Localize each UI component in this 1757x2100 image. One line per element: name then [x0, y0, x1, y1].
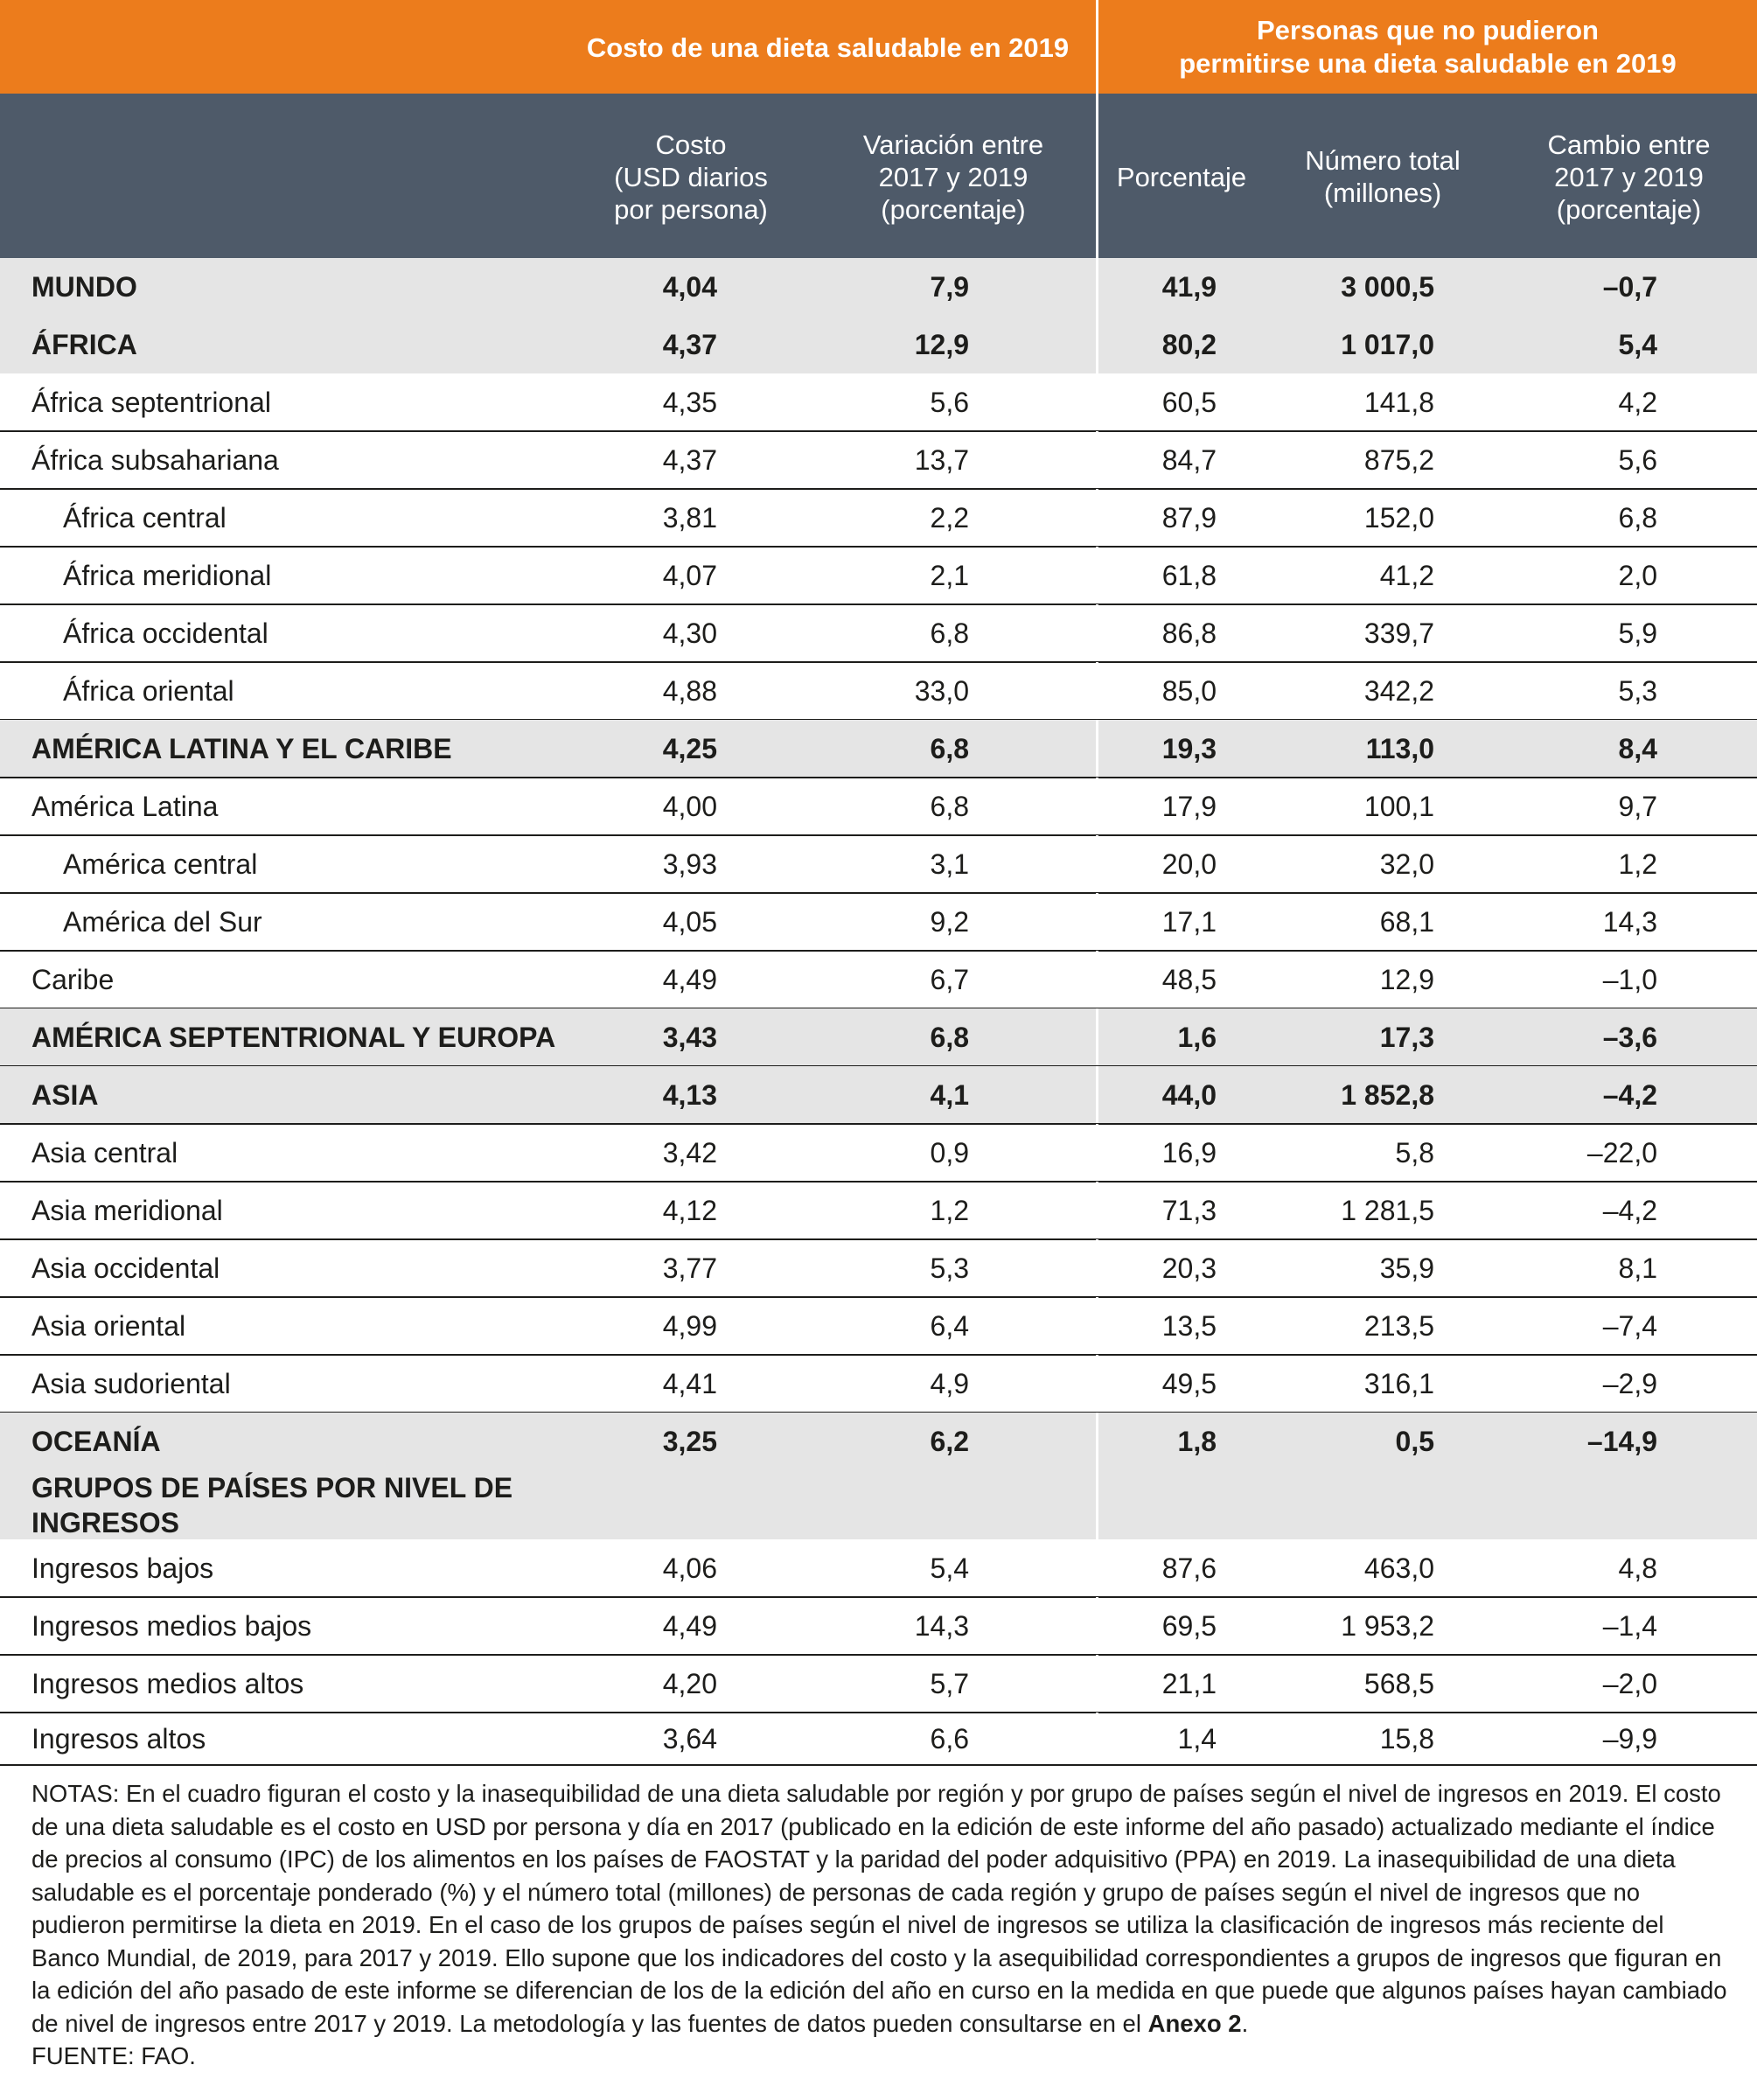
- cell-change: –2,9: [1602, 1368, 1657, 1399]
- cell-total: 316,1: [1363, 1368, 1434, 1399]
- notes-end: .: [1241, 2009, 1249, 2037]
- cell-total: 463,0: [1363, 1552, 1434, 1584]
- column-divider: [1096, 373, 1098, 431]
- cell-change: 4,8: [1618, 1552, 1657, 1584]
- cell-percentage: 87,6: [1161, 1552, 1217, 1584]
- table-row: [0, 1066, 1757, 1124]
- cell-change: 9,7: [1618, 791, 1657, 822]
- source-text: FUENTE: FAO.: [31, 2042, 196, 2069]
- cell-variation: 3,1: [930, 848, 969, 880]
- cell-change: 8,1: [1618, 1252, 1657, 1284]
- cell-variation: 14,3: [914, 1610, 969, 1642]
- column-divider: [1096, 547, 1098, 604]
- column-header-cost: Costo (USD diarios por persona): [614, 129, 768, 225]
- row-label: Ingresos bajos: [31, 1552, 214, 1584]
- cell-change: 2,0: [1618, 560, 1657, 591]
- cell-cost: 4,88: [662, 675, 717, 707]
- table-row: [0, 1182, 1757, 1239]
- column-divider: [1096, 1182, 1098, 1239]
- cell-percentage: 69,5: [1161, 1610, 1217, 1642]
- cell-change: –1,4: [1602, 1610, 1657, 1642]
- cell-total: 15,8: [1379, 1723, 1434, 1755]
- cell-cost: 4,49: [662, 1610, 717, 1642]
- cell-cost: 3,64: [662, 1723, 717, 1755]
- cell-total: 213,5: [1363, 1310, 1434, 1342]
- cell-variation: 5,7: [930, 1668, 969, 1699]
- cell-change: 5,9: [1618, 617, 1657, 649]
- cell-cost: 3,81: [662, 502, 717, 534]
- column-divider: [1096, 1539, 1098, 1597]
- cell-change: –4,2: [1602, 1195, 1657, 1226]
- cell-variation: 12,9: [914, 329, 969, 360]
- row-label: América central: [63, 848, 258, 880]
- cell-total: 141,8: [1363, 387, 1434, 418]
- cell-percentage: 1,8: [1177, 1426, 1217, 1457]
- cell-variation: 2,1: [930, 560, 969, 591]
- column-divider: [1096, 1239, 1098, 1297]
- cell-variation: 4,9: [930, 1368, 969, 1399]
- cell-total: 12,9: [1379, 964, 1434, 995]
- column-divider: [1096, 778, 1098, 835]
- table-row: [0, 1239, 1757, 1297]
- table-row: [0, 951, 1757, 1008]
- group-header-people: Personas que no pudieron permitirse una dieta saludable en 2019: [1179, 15, 1677, 79]
- cell-cost: 4,35: [662, 387, 717, 418]
- column-divider: [1096, 835, 1098, 893]
- cell-change: –0,7: [1602, 271, 1657, 303]
- row-label: Asia oriental: [31, 1310, 186, 1342]
- cell-variation: 6,8: [930, 1022, 969, 1053]
- cell-percentage: 85,0: [1161, 675, 1217, 707]
- cell-cost: 3,43: [662, 1022, 717, 1053]
- cell-change: –7,4: [1602, 1310, 1657, 1342]
- cell-total: 1 953,2: [1341, 1610, 1434, 1642]
- cell-percentage: 49,5: [1161, 1368, 1217, 1399]
- cell-cost: 4,05: [662, 906, 717, 938]
- cell-total: 3 000,5: [1341, 271, 1434, 303]
- cell-total: 68,1: [1379, 906, 1434, 938]
- row-label: Ingresos altos: [31, 1723, 206, 1755]
- group-header-cost: Costo de una dieta saludable en 2019: [586, 32, 1070, 63]
- cell-change: –22,0: [1586, 1137, 1657, 1169]
- cell-cost: 4,37: [662, 444, 717, 476]
- column-header-percentage: Porcentaje: [1116, 162, 1247, 192]
- column-divider: [1096, 1355, 1098, 1413]
- column-divider: [1096, 1655, 1098, 1713]
- cell-variation: 6,8: [930, 617, 969, 649]
- cell-percentage: 13,5: [1161, 1310, 1217, 1342]
- cell-variation: 6,8: [930, 791, 969, 822]
- table-row: [0, 1597, 1757, 1655]
- cell-total: 875,2: [1363, 444, 1434, 476]
- row-label: AMÉRICA LATINA Y EL CARIBE: [31, 733, 452, 764]
- cell-change: 5,3: [1618, 675, 1657, 707]
- cell-variation: 5,3: [930, 1252, 969, 1284]
- cell-cost: 4,30: [662, 617, 717, 649]
- cell-variation: 9,2: [930, 906, 969, 938]
- column-divider: [1096, 604, 1098, 662]
- cell-percentage: 1,6: [1177, 1022, 1217, 1053]
- table-row: [0, 547, 1757, 604]
- cell-change: 8,4: [1618, 733, 1657, 764]
- cell-change: –1,0: [1602, 964, 1657, 995]
- row-label: Asia central: [31, 1137, 178, 1169]
- cell-cost: 4,00: [662, 791, 717, 822]
- cell-change: 6,8: [1618, 502, 1657, 534]
- notes-text: NOTAS: En el cuadro figuran el costo y la inasequibilidad de una dieta saludable por región y por grupo de países según el nivel de ingresos en 2019. El costo de una dieta saludable es el costo en USD por persona y día en 2017 (publicado en la edición de este informe del año pasado) actualizado mediante el índice de precios al consumo (IPC) de los alimentos en los países de FAOSTAT y la paridad del poder adquisitivo (PPA) en 2019. La inasequibilidad de una dieta saludable es el porcentaje ponderado (%) y el número total (millones) de personas de cada región y grupo de países según el nivel de ingresos que no pudieron permitirse la dieta en 2019. En el caso de los grupos de países según el nivel de ingresos se utiliza la clasificación de ingresos más reciente del Banco Mundial, de 2019, para 2017 y 2019. Ello supone que los indicadores del costo y la asequibilidad correspondientes a grupos de ingresos que figuran en la edición del año pasado de este informe se diferencian de los de la edición del año en curso en la medida en que puede que algunos países hayan cambiado de nivel de ingresos entre 2017 y 2019. La metodología y las fuentes de datos pueden consultarse en el: [31, 1780, 1727, 2037]
- cell-cost: 4,25: [662, 733, 717, 764]
- row-label: Asia sudoriental: [31, 1368, 231, 1399]
- cell-cost: 4,07: [662, 560, 717, 591]
- cell-cost: 4,12: [662, 1195, 717, 1226]
- table-row: [0, 489, 1757, 547]
- cell-total: 17,3: [1379, 1022, 1434, 1053]
- cell-variation: 2,2: [930, 502, 969, 534]
- column-divider: [1096, 316, 1098, 373]
- column-divider: [1096, 489, 1098, 547]
- cell-change: –3,6: [1602, 1022, 1657, 1053]
- cell-total: 339,7: [1363, 617, 1434, 649]
- cell-change: 5,4: [1618, 329, 1657, 360]
- cell-percentage: 16,9: [1161, 1137, 1217, 1169]
- cell-change: 4,2: [1618, 387, 1657, 418]
- table-row: [0, 431, 1757, 489]
- cell-total: 113,0: [1365, 733, 1434, 764]
- group-header-row: [0, 0, 1757, 94]
- cell-change: –9,9: [1602, 1723, 1657, 1755]
- cell-variation: 6,7: [930, 964, 969, 995]
- table-row: [0, 835, 1757, 893]
- cell-cost: 4,06: [662, 1552, 717, 1584]
- cell-variation: 6,4: [930, 1310, 969, 1342]
- cell-total: 342,2: [1363, 675, 1434, 707]
- cell-percentage: 19,3: [1161, 733, 1217, 764]
- row-label: América Latina: [31, 791, 219, 822]
- row-label: Asia occidental: [31, 1252, 220, 1284]
- cell-total: 5,8: [1395, 1137, 1434, 1169]
- table-row: [0, 1297, 1757, 1355]
- row-label: Ingresos medios altos: [31, 1668, 304, 1699]
- cell-percentage: 20,3: [1161, 1252, 1217, 1284]
- column-divider: [1096, 1413, 1098, 1470]
- cell-percentage: 17,1: [1161, 906, 1217, 938]
- row-label: Caribe: [31, 964, 115, 995]
- row-label: ASIA: [31, 1079, 99, 1111]
- cell-percentage: 87,9: [1161, 502, 1217, 534]
- cell-cost: 4,49: [662, 964, 717, 995]
- cell-cost: 3,42: [662, 1137, 717, 1169]
- cell-total: 32,0: [1379, 848, 1434, 880]
- row-label: GRUPOS DE PAÍSES POR NIVEL DE INGRESOS: [31, 1472, 513, 1538]
- table-notes: [31, 1777, 1737, 2073]
- table-row: [0, 893, 1757, 951]
- cell-percentage: 71,3: [1161, 1195, 1217, 1226]
- cell-total: 568,5: [1363, 1668, 1434, 1699]
- cell-change: –14,9: [1586, 1426, 1657, 1457]
- cell-percentage: 41,9: [1161, 271, 1217, 303]
- table-row: [0, 1539, 1757, 1597]
- row-label: África occidental: [63, 617, 268, 649]
- column-divider: [1096, 258, 1098, 316]
- row-label: AMÉRICA SEPTENTRIONAL Y EUROPA: [31, 1022, 556, 1053]
- cell-variation: 4,1: [930, 1079, 969, 1111]
- table-row: [0, 1008, 1757, 1066]
- cell-cost: 4,41: [662, 1368, 717, 1399]
- table-row: [0, 1713, 1757, 1765]
- cell-change: –4,2: [1602, 1079, 1657, 1111]
- row-label: África central: [63, 502, 227, 534]
- cell-variation: 6,2: [930, 1426, 969, 1457]
- cell-percentage: 20,0: [1161, 848, 1217, 880]
- row-label: África oriental: [63, 675, 234, 707]
- cell-cost: 4,99: [662, 1310, 717, 1342]
- table-row: [0, 316, 1757, 373]
- row-divider: [0, 1764, 1757, 1766]
- cell-percentage: 21,1: [1161, 1668, 1217, 1699]
- cell-total: 100,1: [1363, 791, 1434, 822]
- cell-cost: 4,37: [662, 329, 717, 360]
- column-divider: [1096, 1124, 1098, 1182]
- row-label: OCEANÍA: [31, 1426, 161, 1457]
- row-label: ÁFRICA: [31, 329, 137, 360]
- column-divider: [1096, 1297, 1098, 1355]
- table-row: [0, 1124, 1757, 1182]
- table-row: [0, 778, 1757, 835]
- column-header-total: Número total (millones): [1305, 145, 1461, 208]
- column-divider: [1096, 431, 1098, 489]
- cell-variation: 13,7: [914, 444, 969, 476]
- cell-total: 0,5: [1395, 1426, 1434, 1457]
- column-divider: [1096, 951, 1098, 1008]
- cell-variation: 5,6: [930, 387, 969, 418]
- table-row: [0, 1470, 1757, 1539]
- cell-variation: 33,0: [914, 675, 969, 707]
- cell-variation: 0,9: [930, 1137, 969, 1169]
- cell-variation: 1,2: [930, 1195, 969, 1226]
- table-row: [0, 373, 1757, 431]
- cell-cost: 3,93: [662, 848, 717, 880]
- cell-total: 1 017,0: [1341, 329, 1434, 360]
- row-label: África meridional: [63, 560, 272, 591]
- column-divider: [1096, 893, 1098, 951]
- cell-change: 14,3: [1602, 906, 1657, 938]
- cell-cost: 4,13: [662, 1079, 717, 1111]
- cell-change: 1,2: [1618, 848, 1657, 880]
- column-divider: [1096, 720, 1098, 778]
- row-label: África septentrional: [31, 387, 271, 418]
- cell-percentage: 48,5: [1161, 964, 1217, 995]
- cell-total: 35,9: [1379, 1252, 1434, 1284]
- column-divider: [1096, 1470, 1098, 1539]
- cell-total: 41,2: [1379, 560, 1434, 591]
- cell-cost: 3,25: [662, 1426, 717, 1457]
- cell-percentage: 17,9: [1161, 791, 1217, 822]
- cell-percentage: 44,0: [1161, 1079, 1217, 1111]
- notes-annex-reference: Anexo 2: [1147, 2009, 1242, 2037]
- cell-variation: 6,8: [930, 733, 969, 764]
- table-row: [0, 258, 1757, 316]
- cell-change: 5,6: [1618, 444, 1657, 476]
- cell-percentage: 1,4: [1177, 1723, 1217, 1755]
- row-label: Ingresos medios bajos: [31, 1610, 312, 1642]
- cell-percentage: 60,5: [1161, 387, 1217, 418]
- cell-cost: 3,77: [662, 1252, 717, 1284]
- column-divider: [1096, 1597, 1098, 1655]
- cell-percentage: 61,8: [1161, 560, 1217, 591]
- row-label: Asia meridional: [31, 1195, 223, 1226]
- table-row: [0, 604, 1757, 662]
- header-column-divider: [1096, 0, 1098, 258]
- column-divider: [1096, 1713, 1098, 1765]
- row-label: MUNDO: [31, 271, 137, 303]
- cell-total: 152,0: [1363, 502, 1434, 534]
- row-label: América del Sur: [63, 906, 262, 938]
- table-row: [0, 1355, 1757, 1413]
- row-label: África subsahariana: [31, 444, 279, 476]
- cell-total: 1 852,8: [1341, 1079, 1434, 1111]
- column-divider: [1096, 1008, 1098, 1066]
- table-row: [0, 1655, 1757, 1713]
- table-row: [0, 720, 1757, 778]
- table-row: [0, 662, 1757, 720]
- cell-percentage: 80,2: [1161, 329, 1217, 360]
- table-row: [0, 1413, 1757, 1470]
- cell-variation: 6,6: [930, 1723, 969, 1755]
- column-header-row: [0, 94, 1757, 258]
- cell-cost: 4,20: [662, 1668, 717, 1699]
- column-divider: [1096, 1066, 1098, 1124]
- cell-total: 1 281,5: [1341, 1195, 1434, 1226]
- cell-change: –2,0: [1602, 1668, 1657, 1699]
- column-header-variation: Variación entre 2017 y 2019 (porcentaje): [862, 129, 1044, 225]
- cell-variation: 7,9: [930, 271, 969, 303]
- column-header-change: Cambio entre 2017 y 2019 (porcentaje): [1547, 129, 1711, 225]
- cell-percentage: 86,8: [1161, 617, 1217, 649]
- cell-cost: 4,04: [662, 271, 717, 303]
- cell-variation: 5,4: [930, 1552, 969, 1584]
- cell-percentage: 84,7: [1161, 444, 1217, 476]
- column-divider: [1096, 662, 1098, 720]
